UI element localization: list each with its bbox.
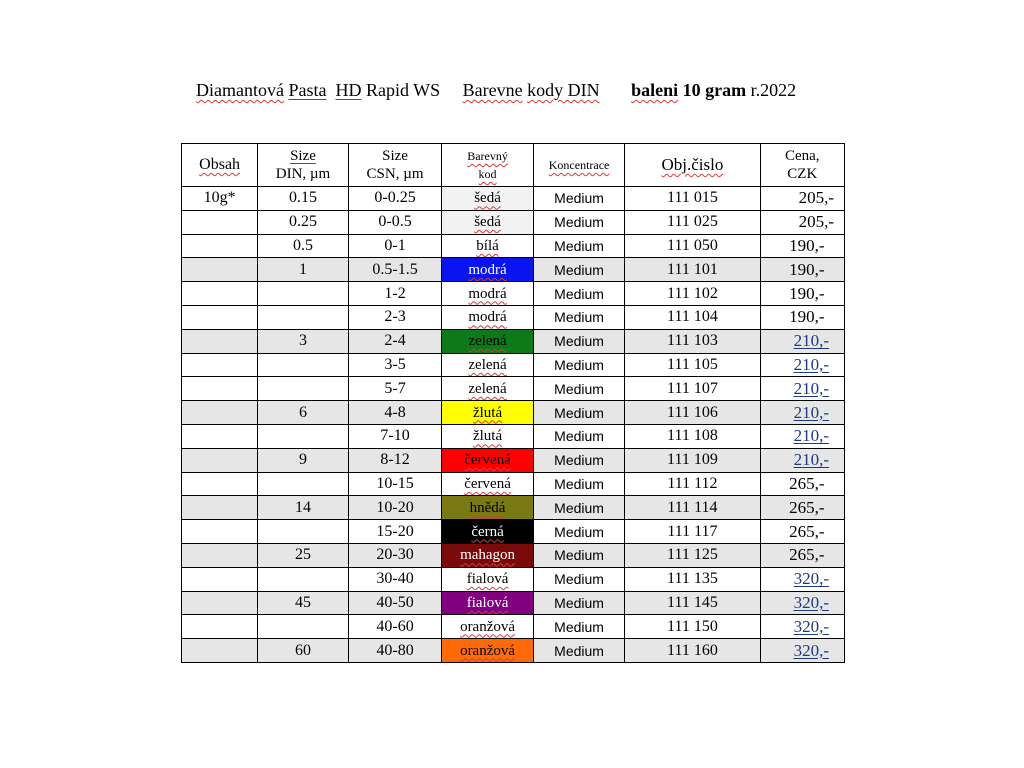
cell-obsah	[182, 591, 258, 615]
table-row	[182, 543, 845, 567]
cell-cena: 210,-	[760, 448, 844, 472]
cell-barevny-kod	[442, 639, 534, 663]
table-row	[182, 567, 845, 591]
cell-koncentrace: Medium	[533, 329, 625, 353]
color-code-label: zelená	[468, 333, 507, 350]
cell-koncentrace: Medium	[533, 305, 625, 329]
title-word-rapid: Rapid WS	[365, 80, 441, 100]
cell-barevny-kod	[442, 496, 534, 520]
cell-size-din	[258, 282, 349, 306]
cell-koncentrace: Medium	[533, 377, 625, 401]
cell-obj-cislo: 111 101	[625, 258, 760, 282]
cell-obj-cislo: 111 015	[625, 187, 760, 211]
color-code-label: šedá	[474, 214, 501, 231]
cell-size-din	[258, 615, 349, 639]
cell-koncentrace: Medium	[533, 234, 625, 258]
header-size-csn: Size CSN, µm	[348, 144, 442, 187]
cell-size-din: 1	[258, 258, 349, 282]
cell-size-din: 0.25	[258, 210, 349, 234]
cell-cena: 210,-	[760, 401, 844, 425]
cell-barevny-kod	[442, 448, 534, 472]
cell-obj-cislo: 111 160	[625, 639, 760, 663]
cell-size-din	[258, 424, 349, 448]
cell-cena: 265,-	[760, 520, 844, 544]
cell-size-csn: 7-10	[348, 424, 442, 448]
cell-size-csn: 5-7	[348, 377, 442, 401]
cell-cena: 265,-	[760, 472, 844, 496]
cell-size-din: 25	[258, 543, 349, 567]
cell-obsah	[182, 567, 258, 591]
color-code-label: žlutá	[472, 428, 503, 445]
cell-obsah	[182, 543, 258, 567]
table-row	[182, 377, 845, 401]
color-code-label: hnědá	[469, 499, 506, 516]
cell-obj-cislo: 111 107	[625, 377, 760, 401]
table-row	[182, 520, 845, 544]
cell-koncentrace: Medium	[533, 543, 625, 567]
cell-barevny-kod	[442, 258, 534, 282]
cell-obj-cislo: 111 105	[625, 353, 760, 377]
cell-size-csn: 10-15	[348, 472, 442, 496]
cell-obj-cislo: 111 103	[625, 329, 760, 353]
table-row	[182, 282, 845, 306]
color-code-label: modrá	[468, 261, 507, 278]
cell-size-din	[258, 472, 349, 496]
table-row	[182, 329, 845, 353]
title-word-pasta: Pasta	[288, 80, 327, 100]
color-code-label: fialová	[466, 594, 509, 611]
table-row	[182, 591, 845, 615]
header-barevny-kod: Barevný kod	[442, 144, 534, 187]
table-row	[182, 210, 845, 234]
cell-size-din: 9	[258, 448, 349, 472]
cell-obsah	[182, 377, 258, 401]
cell-size-csn: 3-5	[348, 353, 442, 377]
cell-size-csn: 8-12	[348, 448, 442, 472]
cell-cena: 190,-	[760, 282, 844, 306]
table-row	[182, 305, 845, 329]
cell-obj-cislo: 111 145	[625, 591, 760, 615]
table-row	[182, 615, 845, 639]
cell-obsah	[182, 401, 258, 425]
header-obj-cislo: Obj.čislo	[625, 144, 760, 187]
cell-koncentrace: Medium	[533, 210, 625, 234]
cell-cena: 265,-	[760, 543, 844, 567]
cell-koncentrace: Medium	[533, 472, 625, 496]
cell-obsah	[182, 329, 258, 353]
cell-barevny-kod	[442, 187, 534, 211]
title-word-baleni: baleni	[631, 80, 679, 100]
cell-size-csn: 2-3	[348, 305, 442, 329]
table-row	[182, 187, 845, 211]
color-code-label: modrá	[468, 309, 507, 326]
cell-obsah	[182, 639, 258, 663]
title-word-diamantova: Diamantová	[196, 80, 284, 100]
cell-size-din	[258, 567, 349, 591]
cell-size-csn: 2-4	[348, 329, 442, 353]
cell-barevny-kod	[442, 210, 534, 234]
cell-cena: 210,-	[760, 377, 844, 401]
cell-size-din	[258, 305, 349, 329]
cell-koncentrace: Medium	[533, 187, 625, 211]
cell-obsah	[182, 353, 258, 377]
cell-obj-cislo: 111 104	[625, 305, 760, 329]
title-word-barevne: Barevne	[462, 80, 523, 100]
header-size-din: Size DIN, µm	[258, 144, 349, 187]
cell-barevny-kod	[442, 329, 534, 353]
cell-size-csn: 0-0.5	[348, 210, 442, 234]
cell-size-csn: 10-20	[348, 496, 442, 520]
cell-size-csn: 0-0.25	[348, 187, 442, 211]
cell-obsah	[182, 615, 258, 639]
cell-barevny-kod	[442, 377, 534, 401]
cell-obsah	[182, 282, 258, 306]
header-koncentrace: Koncentrace	[533, 144, 625, 187]
cell-barevny-kod	[442, 353, 534, 377]
color-code-label: šedá	[474, 190, 501, 207]
cell-size-din: 45	[258, 591, 349, 615]
title-word-gram: 10 gram	[682, 80, 747, 100]
cell-obj-cislo: 111 117	[625, 520, 760, 544]
cell-obsah	[182, 448, 258, 472]
cell-cena: 210,-	[760, 424, 844, 448]
cell-size-csn: 4-8	[348, 401, 442, 425]
cell-barevny-kod	[442, 567, 534, 591]
cell-obsah	[182, 258, 258, 282]
table-row	[182, 448, 845, 472]
color-code-label: žlutá	[472, 404, 503, 421]
cell-barevny-kod	[442, 543, 534, 567]
table-row	[182, 234, 845, 258]
cell-obsah	[182, 496, 258, 520]
cell-cena: 190,-	[760, 305, 844, 329]
cell-obj-cislo: 111 106	[625, 401, 760, 425]
cell-size-din	[258, 377, 349, 401]
cell-barevny-kod	[442, 305, 534, 329]
cell-size-din: 0.5	[258, 234, 349, 258]
cell-obj-cislo: 111 025	[625, 210, 760, 234]
cell-size-csn: 20-30	[348, 543, 442, 567]
color-code-label: černá	[471, 523, 504, 540]
cell-barevny-kod	[442, 615, 534, 639]
cell-obj-cislo: 111 125	[625, 543, 760, 567]
cell-obsah	[182, 520, 258, 544]
table-row	[182, 424, 845, 448]
table-header-row	[182, 144, 845, 187]
table-row	[182, 472, 845, 496]
color-code-label: mahagon	[460, 547, 516, 564]
cell-size-csn: 0.5-1.5	[348, 258, 442, 282]
cell-cena: 190,-	[760, 234, 844, 258]
cell-koncentrace: Medium	[533, 591, 625, 615]
cell-koncentrace: Medium	[533, 401, 625, 425]
color-code-label: červená	[464, 475, 511, 492]
cell-koncentrace: Medium	[533, 496, 625, 520]
cell-size-din: 6	[258, 401, 349, 425]
cell-koncentrace: Medium	[533, 258, 625, 282]
table-row	[182, 258, 845, 282]
cell-koncentrace: Medium	[533, 282, 625, 306]
cell-koncentrace: Medium	[533, 448, 625, 472]
color-code-label: červená	[464, 452, 511, 469]
cell-koncentrace: Medium	[533, 353, 625, 377]
cell-obsah	[182, 234, 258, 258]
color-code-label: oranžová	[460, 642, 516, 659]
color-code-label: modrá	[468, 285, 507, 302]
title-word-hd: HD	[335, 80, 362, 100]
cell-obsah	[182, 305, 258, 329]
table-body	[182, 187, 845, 663]
table-row	[182, 639, 845, 663]
header-cena: Cena, CZK	[760, 144, 844, 187]
cell-koncentrace: Medium	[533, 424, 625, 448]
cell-cena: 320,-	[760, 591, 844, 615]
cell-size-din: 0.15	[258, 187, 349, 211]
title-word-year: r.2022	[750, 80, 797, 100]
cell-cena: 205,-	[760, 210, 844, 234]
cell-koncentrace: Medium	[533, 567, 625, 591]
cell-obj-cislo: 111 050	[625, 234, 760, 258]
cell-obj-cislo: 111 109	[625, 448, 760, 472]
color-code-label: zelená	[468, 356, 507, 373]
cell-koncentrace: Medium	[533, 639, 625, 663]
cell-cena: 265,-	[760, 496, 844, 520]
cell-cena: 320,-	[760, 639, 844, 663]
cell-obj-cislo: 111 114	[625, 496, 760, 520]
cell-obj-cislo: 111 112	[625, 472, 760, 496]
title-word-kody: kody DIN	[527, 80, 600, 100]
cell-koncentrace: Medium	[533, 615, 625, 639]
price-table	[181, 143, 845, 663]
cell-obsah	[182, 424, 258, 448]
cell-size-csn: 1-2	[348, 282, 442, 306]
cell-size-csn: 40-80	[348, 639, 442, 663]
cell-size-din	[258, 520, 349, 544]
cell-obj-cislo: 111 102	[625, 282, 760, 306]
cell-size-csn: 40-60	[348, 615, 442, 639]
color-code-label: zelená	[468, 380, 507, 397]
cell-barevny-kod	[442, 282, 534, 306]
color-code-label: bílá	[476, 237, 499, 254]
color-code-label: oranžová	[460, 618, 516, 635]
cell-cena: 205,-	[760, 187, 844, 211]
color-code-label: fialová	[466, 571, 509, 588]
cell-obj-cislo: 111 108	[625, 424, 760, 448]
cell-obsah	[182, 472, 258, 496]
cell-size-din: 3	[258, 329, 349, 353]
cell-cena: 210,-	[760, 329, 844, 353]
table-row	[182, 496, 845, 520]
cell-barevny-kod	[442, 472, 534, 496]
cell-barevny-kod	[442, 520, 534, 544]
cell-cena: 210,-	[760, 353, 844, 377]
cell-obsah: 10g*	[182, 187, 258, 211]
cell-koncentrace: Medium	[533, 520, 625, 544]
cell-obsah	[182, 210, 258, 234]
cell-size-csn: 15-20	[348, 520, 442, 544]
page-title	[196, 80, 796, 101]
cell-cena: 320,-	[760, 615, 844, 639]
cell-size-csn: 40-50	[348, 591, 442, 615]
cell-barevny-kod	[442, 401, 534, 425]
cell-barevny-kod	[442, 234, 534, 258]
cell-barevny-kod	[442, 591, 534, 615]
cell-cena: 190,-	[760, 258, 844, 282]
table-row	[182, 401, 845, 425]
cell-size-csn: 30-40	[348, 567, 442, 591]
cell-size-din: 14	[258, 496, 349, 520]
cell-cena: 320,-	[760, 567, 844, 591]
cell-barevny-kod	[442, 424, 534, 448]
cell-obj-cislo: 111 150	[625, 615, 760, 639]
cell-obj-cislo: 111 135	[625, 567, 760, 591]
cell-size-din: 60	[258, 639, 349, 663]
table-row	[182, 353, 845, 377]
cell-size-csn: 0-1	[348, 234, 442, 258]
cell-size-din	[258, 353, 349, 377]
header-obsah: Obsah	[182, 144, 258, 187]
